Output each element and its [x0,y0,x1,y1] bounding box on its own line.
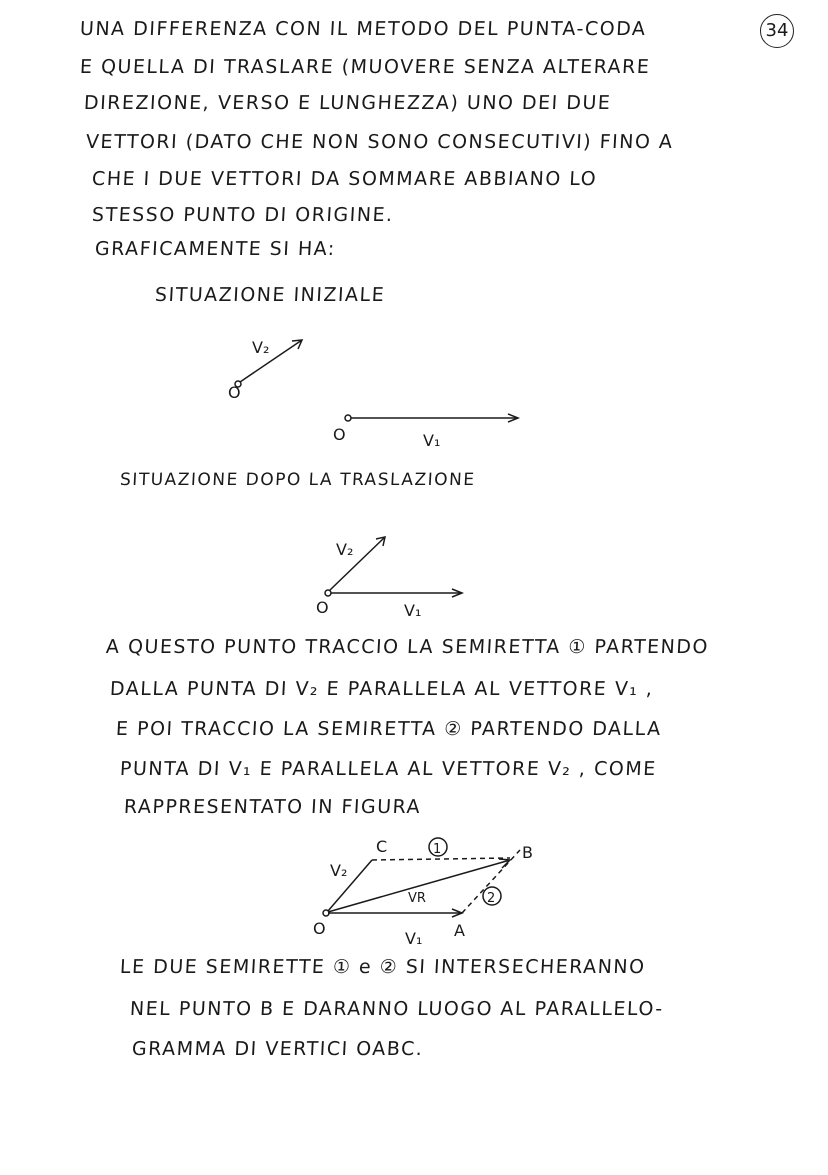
text-line: DALLA PUNTA DI V₂ E PARALLELA AL VETTORE V₁ , [109,678,655,700]
v1-label: V₁ [423,431,441,450]
text-line: NEL PUNTO B E DARANNO LUOGO AL PARALLELO- [129,998,665,1020]
text-line: RAPPRESENTATO IN FIGURA [123,796,422,818]
semiretta-2-label: 2 [487,891,496,906]
origin-label: O [333,425,346,444]
origin-label: O [228,383,241,402]
text-line: A QUESTO PUNTO TRACCIO LA SEMIRETTA ① PARTENDO [105,636,710,658]
vr-label: VR [408,891,426,906]
heading-initial-situation: SITUAZIONE INIZIALE [154,284,386,306]
origin-label: O [316,598,329,617]
origin-label: O [313,919,326,938]
text-line: STESSO PUNTO DI ORIGINE. [91,204,395,226]
v2-label: V₂ [336,540,354,559]
vector-v2-translated [325,537,385,596]
vector-v1-initial [345,414,518,422]
b-label: B [522,843,533,862]
text-line: CHE I DUE VETTORI DA SOMMARE ABBIANO LO [91,168,598,190]
text-line: GRAMMA DI VERTICI OABC. [131,1038,424,1060]
a-label: A [454,921,465,940]
heading-after-translation: SITUAZIONE DOPO LA TRASLAZIONE [119,470,477,490]
v1-label: V₁ [404,601,422,620]
text-line: E QUELLA DI TRASLARE (MUOVERE SENZA ALTERARE [79,56,651,78]
v1-label: V₁ [405,929,423,948]
text-line: VETTORI (DATO CHE NON SONO CONSECUTIVI) FINO A [85,131,675,153]
text-line: UNA DIFFERENZA CON IL METODO DEL PUNTA-CODA [79,18,648,40]
c-label: C [376,837,388,856]
vector-v1-translated [331,589,462,597]
text-line: DIREZIONE, VERSO E LUNGHEZZA) UNO DEI DUE [83,92,612,114]
parallelogram-diagram [323,850,520,917]
semiretta-1-label: 1 [433,842,442,857]
v2-label: V₂ [330,861,348,880]
text-line: PUNTA DI V₁ E PARALLELA AL VETTORE V₂ , COME [119,758,658,780]
text-line: LE DUE SEMIRETTE ① e ② SI INTERSECHERANNO [119,956,647,978]
text-line: GRAFICAMENTE SI HA: [94,238,337,260]
page-number: 34 [760,14,794,48]
v2-label: V₂ [252,338,270,357]
text-line: E POI TRACCIO LA SEMIRETTA ② PARTENDO DALLA [115,718,663,740]
